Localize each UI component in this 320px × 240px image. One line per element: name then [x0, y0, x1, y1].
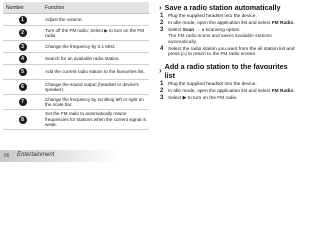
header-number: Number: [3, 2, 42, 14]
section-add-favourites: [160, 62, 298, 102]
step-number: 2: [160, 20, 164, 27]
number-badge: 8: [19, 116, 27, 124]
step-number: 4: [160, 45, 164, 52]
number-badge: 2: [19, 29, 27, 37]
chevron-right-icon: ›: [159, 66, 162, 76]
page-footer: [0, 150, 120, 162]
table-row: [3, 110, 149, 130]
step-subtext: The FM radio scans and saves available stations automatically.: [168, 33, 272, 45]
table-row: [3, 80, 149, 95]
step-number: 3: [160, 27, 164, 34]
table-row: [3, 41, 149, 53]
step-text: Select: [168, 28, 183, 34]
function-text: Search for an available radio station.: [42, 53, 149, 65]
section-save-automatically: [160, 3, 298, 58]
table-row: [3, 65, 149, 80]
step-text: In Idle mode, open the application list and select: [168, 21, 272, 27]
page-number: 66: [4, 153, 10, 159]
chevron-right-icon: ›: [159, 3, 162, 12]
step-item: 3 Select Scan → a scanning option. The FM radio scans and saves available stations automatically.: [160, 28, 298, 45]
function-table-panel: [3, 2, 149, 130]
table-row: [3, 14, 149, 26]
function-text: Set the FM radio to automatically retune frequencies for stations when the current signal is weak.: [42, 110, 149, 130]
step-text: Select ▶ to turn on the FM radio.: [168, 96, 238, 102]
step-item: [160, 47, 298, 58]
step-text: In Idle mode, open the application list and select: [168, 89, 272, 95]
step-item: [160, 14, 298, 20]
number-badge: 3: [19, 43, 27, 51]
table-row: [3, 26, 149, 41]
function-text: Change the sound output (headset or device's speaker).: [42, 80, 149, 95]
table-row: [3, 95, 149, 110]
step-text: Plug the supplied headset into the device.: [168, 14, 257, 19]
step-number: 1: [160, 13, 164, 19]
number-badge: 7: [19, 98, 27, 106]
step-item: 2 In Idle mode, open the application list and select FM Radio.: [160, 20, 295, 27]
function-text: Add the current radio station to the favourites list.: [42, 65, 149, 80]
number-badge: 5: [19, 68, 27, 76]
section-title: Add a radio station to the favourites list: [164, 61, 288, 80]
step-number: 2: [160, 88, 164, 95]
table-row: [3, 53, 149, 65]
step-number: 3: [160, 95, 164, 102]
function-text: Change the frequency by 0.1 MHz.: [42, 41, 149, 53]
header-function: Function: [42, 2, 149, 14]
step-text: Plug the supplied headset into the device.: [168, 81, 257, 87]
function-text: Adjust the volume.: [42, 14, 149, 26]
step-item: [160, 82, 298, 88]
fm-radio-label: FM Radio: [271, 89, 294, 95]
step-item: 2 In Idle mode, open the application list and select FM Radio.: [160, 88, 295, 95]
number-badge: 4: [19, 55, 27, 63]
number-badge: 1: [19, 16, 27, 24]
step-number: 1: [160, 80, 164, 87]
function-text: Turn off the FM radio; Select ▶ to turn on the FM radio.: [42, 26, 149, 41]
function-text: Change the frequency by scrolling left or right on the scale bar.: [42, 95, 149, 110]
step-item: [160, 96, 298, 102]
table-header-row: [3, 2, 149, 14]
section-title: Save a radio station automatically: [164, 3, 281, 12]
function-table: [3, 2, 149, 130]
number-badge: 6: [19, 83, 27, 91]
step-text: Select the radio station you want from the all station list and press [⌂] to return to the FM radio screen.: [168, 46, 295, 58]
fm-radio-label: FM Radio: [271, 21, 294, 27]
footer-section-title: Entertainment: [17, 152, 55, 158]
instructions-panel: [160, 3, 298, 106]
scan-label: Scan: [182, 28, 195, 34]
